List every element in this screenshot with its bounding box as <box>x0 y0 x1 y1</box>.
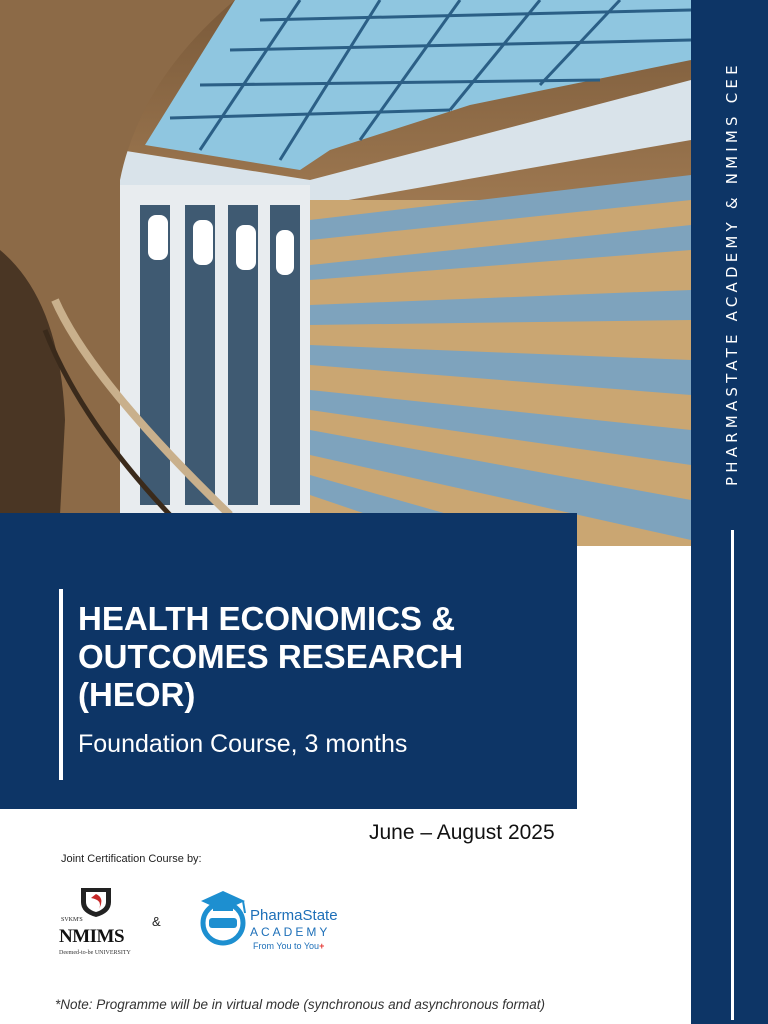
course-title: HEALTH ECONOMICS & OUTCOMES RESEARCH (HEOR) <box>78 600 464 713</box>
pharmastate-logo <box>197 889 357 951</box>
hero-atrium-image <box>0 0 691 546</box>
plus-icon: + <box>319 941 325 951</box>
side-band-text: PHARMASTATE ACADEMY & NMIMS CEE <box>723 61 741 486</box>
pharmastate-tagline <box>253 941 324 951</box>
graduation-cap-icon <box>197 889 249 947</box>
nmims-logo <box>57 886 139 962</box>
logo-separator: & <box>152 914 161 929</box>
nmims-university-text: Deemed-to-be UNIVERSITY <box>59 950 131 956</box>
programme-note: *Note: Programme will be in virtual mode (synchronous and asynchronous format) <box>55 997 545 1012</box>
course-subtitle: Foundation Course, 3 months <box>78 730 408 758</box>
nmims-shield-icon <box>79 886 113 918</box>
joint-certification-label: Joint Certification Course by: <box>61 853 202 865</box>
pharmastate-tagline-text: From You to You <box>253 941 320 951</box>
nmims-wordmark: NMIMS <box>59 926 125 947</box>
nmims-svkm-text: SVKM'S <box>61 917 83 923</box>
title-accent-bar <box>59 589 63 780</box>
pharmastate-academy-text: ACADEMY <box>250 925 331 939</box>
side-band-divider <box>731 530 734 1020</box>
course-dates: June – August 2025 <box>369 821 555 844</box>
pharmastate-wordmark: PharmaState <box>250 907 338 924</box>
